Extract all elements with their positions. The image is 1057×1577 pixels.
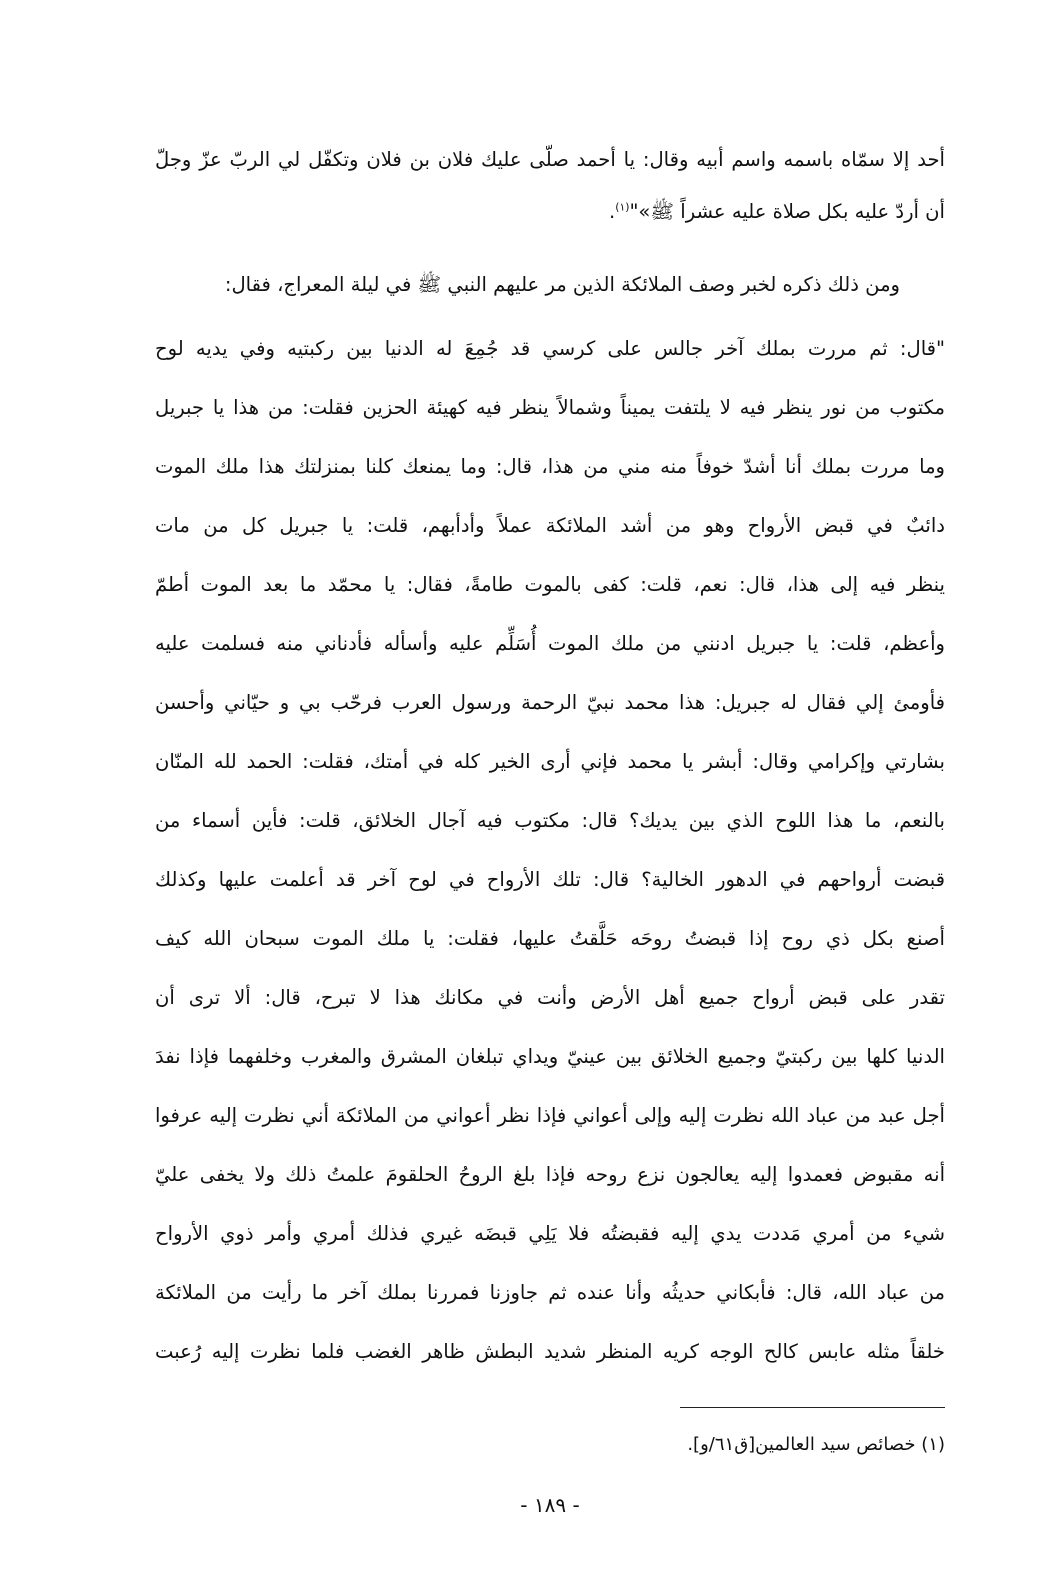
line-text: قبضت أرواحهم في الدهور الخالية؟ قال: تلك الأرواح في لوح آخر قد أعلمت عليها وكذلك [155, 868, 945, 891]
text-line [155, 555, 945, 614]
text-line [155, 673, 945, 732]
paragraph [155, 319, 945, 1381]
line-text: تقدر على قبض أرواح جميع أهل الأرض وأنت في مكانك هذا لا تبرح، قال: ألا ترى أن [155, 986, 945, 1009]
text-line [155, 378, 945, 437]
line-content [609, 200, 945, 223]
text-line [155, 186, 945, 238]
text-line [155, 1027, 945, 1086]
line-text: فأومئ إلي فقال له جبريل: هذا محمد نبيّ الرحمة ورسول العرب فرحّب بي و حيّاني وأحسن [155, 691, 945, 714]
text-line [155, 614, 945, 673]
text-line [155, 968, 945, 1027]
paragraph [155, 256, 945, 314]
line-text: ينظر فيه إلى هذا، قال: نعم، قلت: كفى بالموت طامةً، فقال: يا محمّد ما بعد الموت أطمّ [155, 573, 945, 596]
line-text: ومن ذلك ذكره لخبر وصف الملائكة الذين مر عليهم النبي ﷺ في ليلة المعراج، فقال: [224, 273, 900, 296]
line-text: أصنع بكل ذي روح إذا قبضتُ روحَه حَلَّقتُ عليها، فقلت: يا ملك الموت سبحان الله كيف [155, 927, 945, 950]
line-text: وما مررت بملك أنا أشدّ خوفاً منه مني من هذا، قال: وما يمنعك كلنا بمنزلتك هذا ملك الموت [155, 455, 945, 478]
line-text: أن أردّ عليه بكل صلاة عليه عشراً ﷺ»" [629, 200, 945, 223]
text-line [155, 134, 945, 186]
line-text: دائبٌ في قبض الأرواح وهو من أشد الملائكة عملاً وأدأبهم، قلت: يا جبريل كل من مات [155, 514, 945, 537]
line-text: أجل عبد من عباد الله نظرت إليه وإلى أعواني فإذا نظر أعواني من الملائكة أني نظرت إليه عرفوا [155, 1104, 945, 1127]
text-line [155, 256, 945, 314]
text-line [155, 909, 945, 968]
text-line [155, 850, 945, 909]
paragraph [155, 134, 945, 238]
text-line [155, 791, 945, 850]
line-text: شيء من أمري مَددت يدي إليه فقبضتُه فلا يَلِي قبضَه غيري فذلك أمري وأمر ذوي الأرواح [155, 1222, 945, 1245]
text-line [155, 1263, 945, 1322]
text-line [155, 1086, 945, 1145]
line-text-tail: . [609, 200, 616, 223]
text-line [155, 1204, 945, 1263]
text-line [155, 319, 945, 378]
page-number: - ١٨٩ - [520, 1493, 580, 1517]
line-text: وأعظم، قلت: يا جبريل ادنني من ملك الموت أُسَلِّم عليه وأسأله فأدناني منه فسلمت عليه [155, 632, 945, 655]
footnote: (١) خصائص سيد العالمين[ق٦١/و]. [687, 1434, 945, 1455]
text-line [155, 1322, 945, 1381]
text-line [155, 1145, 945, 1204]
line-text: بشارتي وإكرامي وقال: أبشر يا محمد فإني أرى الخير كله في أمتك، فقلت: الحمد لله المنّان [155, 750, 945, 773]
line-text: مكتوب من نور ينظر فيه لا يلتفت يميناً وشمالاً ينظر فيه كهيئة الحزين فقلت: من هذا يا جبريل [155, 396, 945, 419]
line-text: خلقاً مثله عابس كالح الوجه كريه المنظر شديد البطش ظاهر الغضب فلما نظرت إليه رُعبت [155, 1340, 945, 1363]
line-text: الدنيا كلها بين ركبتيّ وجميع الخلائق بين عينيّ ويداي تبلغان المشرق والمغرب وخلفهما فإذا نفدَ [155, 1045, 945, 1068]
text-line [155, 437, 945, 496]
line-text: بالنعم، ما هذا اللوح الذي بين يديك؟ قال: مكتوب فيه آجال الخلائق، قلت: فأين أسماء من [155, 809, 945, 832]
line-text: أحد إلا سمّاه باسمه واسم أبيه وقال: يا أحمد صلّى عليك فلان بن فلان وتكفّل لي الربّ عزّ وجلّ [155, 148, 945, 171]
line-text: من عباد الله، قال: فأبكاني حديثُه وأنا عنده ثم جاوزنا فمررنا بملك آخر ما رأيت من الملائكة [155, 1281, 945, 1304]
footnote-reference: (١) [615, 200, 630, 214]
footnote-separator [680, 1407, 945, 1408]
text-line [155, 496, 945, 555]
text-line [155, 732, 945, 791]
line-text: "قال: ثم مررت بملك آخر جالس على كرسي قد جُمِعَ له الدنيا بين ركبتيه وفي يديه لوح [155, 337, 945, 360]
line-text: أنه مقبوض فعمدوا إليه يعالجون نزع روحه فإذا بلغ الروحُ الحلقومَ علمتُ ذلك ولا يخفى عليّ [155, 1163, 945, 1186]
